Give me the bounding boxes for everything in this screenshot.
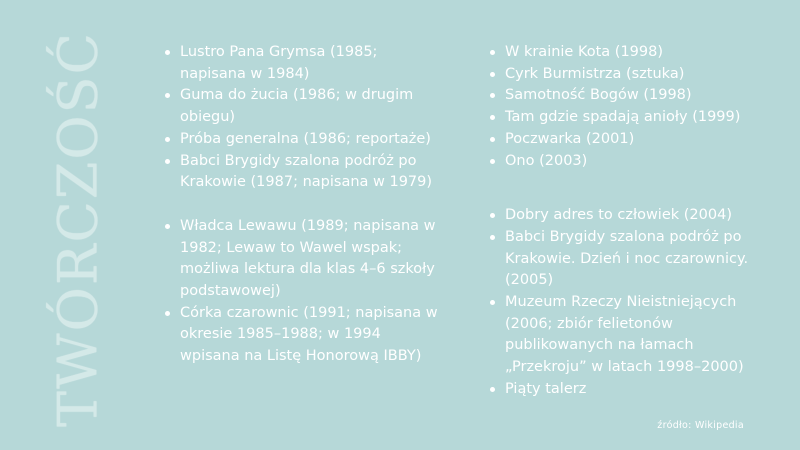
list-item: Samotność Bogów (1998) [490, 85, 770, 107]
right-column [490, 42, 770, 401]
list-item: Córka czarownic (1991; napisana w okresie 1985–1988; w 1994 wpisana na Listę Honorową IBBY) [165, 303, 440, 368]
list-item: Guma do żucia (1986; w drugim obiegu) [165, 85, 440, 128]
list-item: Władca Lewawu (1989; napisana w 1982; Lewaw to Wawel wspak; możliwa lektura dla klas 4–6 szkoły podstawowej) [165, 216, 440, 303]
slide-title: TWÓRCZOŚĆ [46, 31, 110, 427]
list-item: Próba generalna (1986; reportaże) [165, 129, 440, 151]
left-column [165, 42, 440, 368]
list-item: Poczwarka (2001) [490, 129, 770, 151]
source-note: źródło: Wikipedia [657, 420, 744, 431]
left-list-group-1 [165, 42, 440, 194]
list-item: Ono (2003) [490, 151, 770, 173]
left-list-group-2 [165, 216, 440, 368]
list-item: Piąty talerz [490, 379, 770, 401]
list-item: Tam gdzie spadają anioły (1999) [490, 107, 770, 129]
right-list-group-1 [490, 42, 770, 172]
list-item: Muzeum Rzeczy Nieistniejących (2006; zbiór felietonów publikowanych na łamach „Przekroju” w latach 1998–2000) [490, 292, 770, 379]
list-item: Cyrk Burmistrza (sztuka) [490, 64, 770, 86]
list-item: Dobry adres to człowiek (2004) [490, 205, 770, 227]
list-item: W krainie Kota (1998) [490, 42, 770, 64]
list-item: Babci Brygidy szalona podróż po Krakowie. Dzień i noc czarownicy. (2005) [490, 227, 770, 292]
list-item: Lustro Pana Grymsa (1985; napisana w 1984) [165, 42, 440, 85]
list-item: Babci Brygidy szalona podróż po Krakowie (1987; napisana w 1979) [165, 151, 440, 194]
right-list-group-2 [490, 205, 770, 400]
